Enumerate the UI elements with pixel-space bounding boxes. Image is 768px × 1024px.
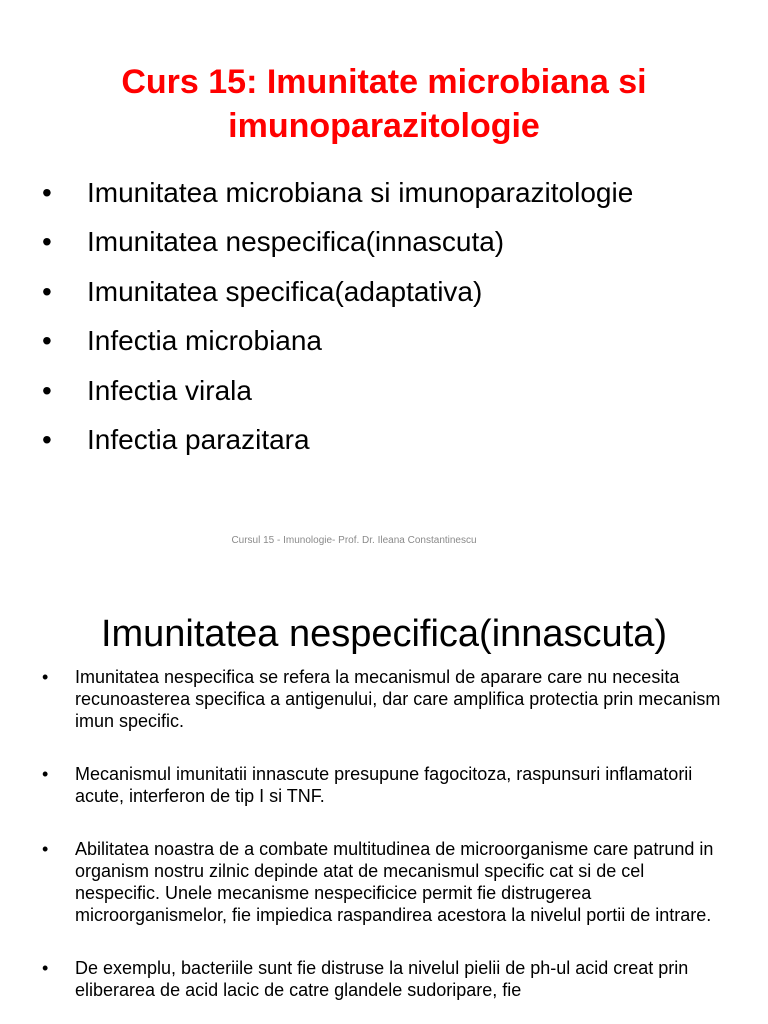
list-item <box>42 838 732 926</box>
bullet-icon: • <box>42 325 52 357</box>
bullet-icon: • <box>42 764 49 784</box>
list-item <box>42 666 732 732</box>
list-item-text: Imunitatea specifica(adaptativa) <box>87 275 483 307</box>
list-item-text: Mecanismul imunitatii innascute presupune fagocitoza, raspunsuri inflamatorii acute, interferon de tip I si TNF. <box>75 764 693 806</box>
bullet-icon: • <box>42 958 49 978</box>
bullet-icon: • <box>42 374 52 406</box>
slide-title: Imunitatea nespecifica(innascuta) <box>100 613 668 655</box>
list-item <box>42 957 732 1001</box>
bullet-icon: • <box>42 226 52 258</box>
bullet-icon: • <box>42 177 52 208</box>
list-item <box>42 318 742 367</box>
list-item <box>42 417 742 466</box>
list-item <box>42 368 742 417</box>
bullet-icon: • <box>42 275 52 307</box>
paragraph-list <box>42 666 732 1024</box>
bullet-icon: • <box>42 667 49 687</box>
list-item-text: Imunitatea microbiana si imunoparazitologie <box>87 177 634 208</box>
list-item-text: Abilitatea noastra de a combate multitudinea de microorganisme care patrund in organism nostru zilnic depinde atat de mecanismul specific cat si de cel nespecific. Unele mecanisme nespecificice permit fie distrugerea microorganismelor, fie impiedica raspandirea acestora la nivelul portii de intrare. <box>75 839 714 925</box>
list-item-text: De exemplu, bacteriile sunt fie distruse la nivelul pielii de ph-ul acid creat prin eliberarea de acid lacic de catre glandele sudoripare, fie <box>75 958 689 1000</box>
list-item-text: Imunitatea nespecifica(innascuta) <box>87 226 505 258</box>
slide-2 <box>0 570 768 1024</box>
bullet-icon: • <box>42 423 52 455</box>
slide-title: Curs 15: Imunitate microbiana si imunoparazitologie <box>121 63 647 145</box>
list-item <box>42 269 742 318</box>
list-item <box>42 763 732 807</box>
list-item-text: Imunitatea nespecifica se refera la mecanismul de aparare care nu necesita recunoasterea specifica a antigenului, dar care amplifica protectia prin mecanism imun specific. <box>75 667 721 731</box>
list-item <box>42 170 742 219</box>
list-item-text: Infectia virala <box>87 374 252 406</box>
list-item-text: Infectia microbiana <box>87 325 323 357</box>
list-item-text: Infectia parazitara <box>87 423 310 455</box>
slide-footer: Cursul 15 - Imunologie- Prof. Dr. Ileana Constantinescu <box>231 535 477 546</box>
topic-list <box>42 170 742 466</box>
list-item <box>42 219 742 268</box>
bullet-icon: • <box>42 839 49 859</box>
